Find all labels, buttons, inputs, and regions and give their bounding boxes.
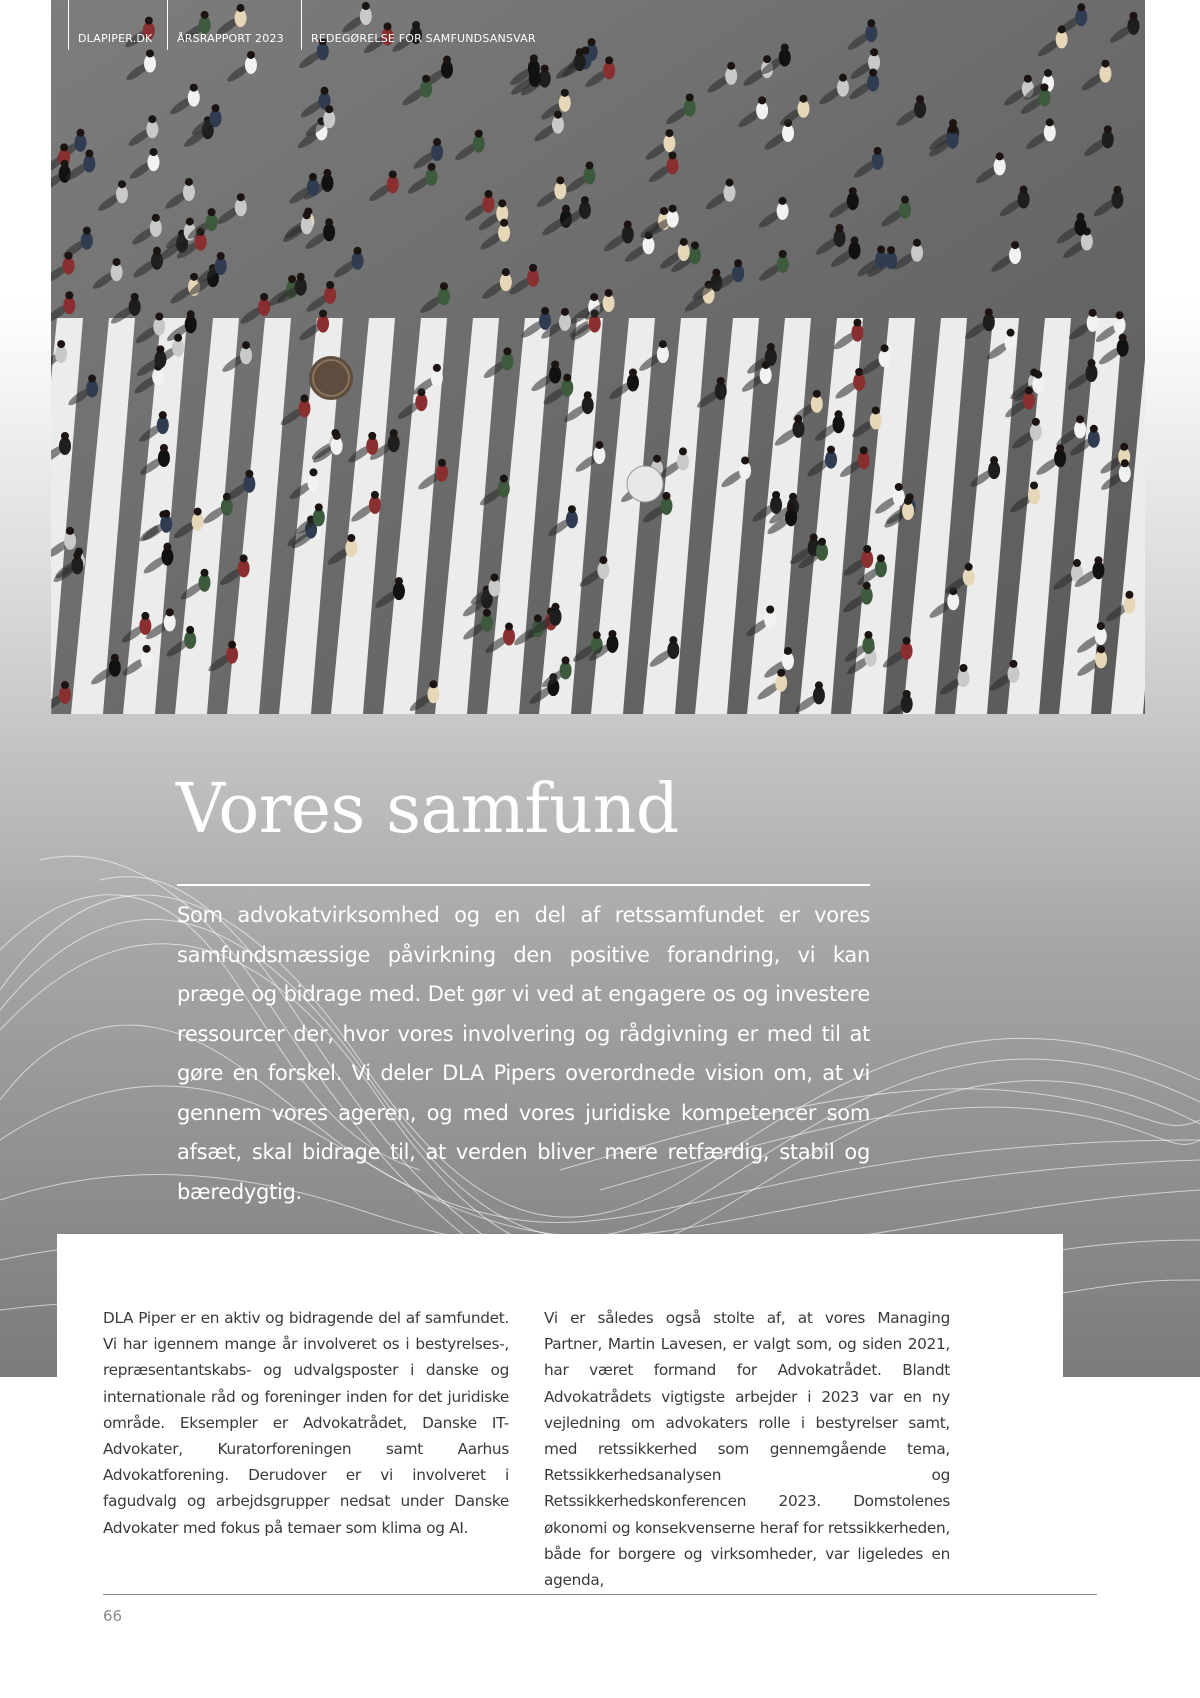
body-column-left: DLA Piper er en aktiv og bidragende del af samfundet. Vi har igennem mange år involveret os i bestyrelses-, repræsentantskabs- og udvalgsposter i danske og internationale råd og foreninger inden for det juridiske område. Eksempler er Advokatrådet, Danske IT-Advokater, Kuratorforeningen samt Aarhus Advokatforening. Derudover er vi involveret i fagudvalg og arbejdsgrupper nedsat under Danske Advokater med fokus på temaer som klima og AI.: [103, 1309, 509, 1537]
nav-report-year[interactable]: ÅRSRAPPORT 2023: [167, 0, 298, 50]
footer-divider: [103, 1594, 1097, 1595]
page-title: Vores samfund: [176, 770, 679, 849]
hero-photo: [51, 0, 1145, 714]
top-navigation: [68, 0, 549, 50]
nav-site[interactable]: DLAPIPER.DK: [68, 0, 164, 50]
hero-photo-illustration: [51, 0, 1145, 714]
nav-section[interactable]: REDEGØRELSE FOR SAMFUNDSANSVAR: [301, 0, 546, 50]
title-divider: [177, 884, 870, 886]
manhole-cover: [309, 356, 353, 400]
intro-paragraph: Som advokatvirksomhed og en del af retssamfundet er vores samfundsmæssige påvirkning den positive forandring, vi kan præge og bidrage med. Det gør vi ved at engagere os og investere ressourcer der, hvor vores involvering og rådgivning er med til at gøre en forskel. Vi deler DLA Pipers overordnede vision om, at vi gennem vores ageren, og med vores juridiske kompetencer som afsæt, skal bidrage til, at verden bliver mere retfærdig, stabil og bæredygtig.: [177, 903, 870, 1204]
body-column-right: Vi er således også stolte af, at vores Managing Partner, Martin Lavesen, er valgt som, og siden 2021, har været formand for Advokatrådet. Blandt Advokatrådets vigtigste arbejder i 2023 var en ny vejledning om advokaters rolle i bestyrelser samt, med retssikkerhed som gennemgående tema, Retssikkerhedsanalysen og Retssikkerhedskonferencen 2023. Domstolenes økonomi og konsekvenserne heraf for retssikkerheden, både for borgere og virksomheder, var ligeledes en agenda,: [544, 1309, 950, 1590]
page-number: 66: [103, 1607, 123, 1625]
